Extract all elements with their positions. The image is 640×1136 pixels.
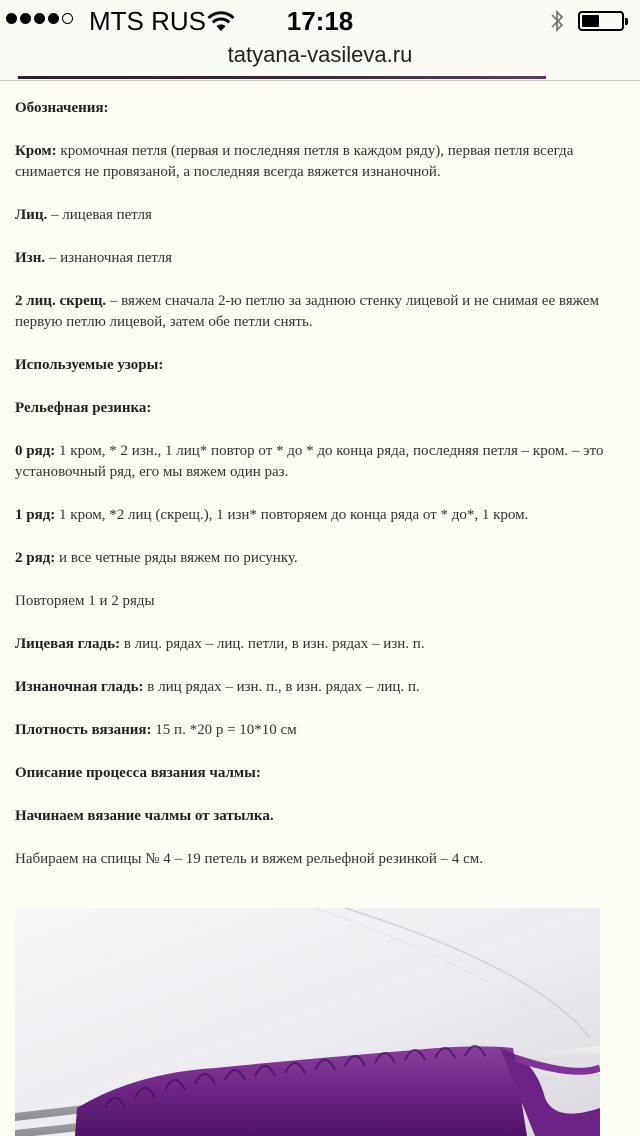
krom-definition: Кром: кромочная петля (первая и последняя петля в каждом ряду), первая петля всегда снимается не провязаной, а последняя всегда вяжется изнаночной.	[15, 143, 574, 180]
knitting-photo[interactable]	[15, 908, 600, 1136]
izn-definition: Изн. – изнаночная петля	[15, 250, 173, 266]
rib-heading: Рельефная резинка:	[15, 400, 152, 416]
bluetooth-icon	[549, 9, 565, 38]
status-bar	[0, 0, 640, 40]
lits-definition: Лиц. – лицевая петля	[15, 207, 152, 223]
header-divider	[18, 76, 546, 79]
repeat-instruction: Повторяем 1 и 2 ряды	[15, 593, 155, 609]
row1-instruction: 1 ряд: 1 кром, *2 лиц (скрещ.), 1 изн* повторяем до конца ряда от * до*, 1 кром.	[15, 507, 529, 523]
row2-instruction: 2 ряд: и все четные ряды вяжем по рисунку.	[15, 550, 298, 566]
address-bar[interactable]	[0, 40, 640, 81]
legend-heading: Обозначения:	[15, 100, 109, 116]
gauge-definition: Плотность вязания: 15 п. *20 р = 10*10 см	[15, 722, 297, 738]
stockinette-definition: Лицевая гладь: в лиц. рядах – лиц. петли, в изн. рядах – изн. п.	[15, 636, 425, 652]
cast-on-instruction: Набираем на спицы № 4 – 19 петель и вяжем рельефной резинкой – 4 см.	[15, 851, 483, 867]
article-body	[15, 98, 627, 892]
reverse-stockinette-definition: Изнаночная гладь: в лиц рядах – изн. п., в изн. рядах – лиц. п.	[15, 679, 420, 695]
skresch-definition: 2 лиц. скрещ. – вяжем сначала 2-ю петлю за заднюю стенку лицевой и не снимая ее вяжем первую петлю лицевой, затем обе петли снять.	[15, 293, 599, 330]
process-heading: Описание процесса вязания чалмы:	[15, 765, 261, 781]
battery-level	[582, 15, 599, 27]
row0-instruction: 0 ряд: 1 кром, * 2 изн., 1 лиц* повтор от * до * до конца ряда, последняя петля – кром. – это установочный ряд, его мы вяжем один раз.	[15, 443, 604, 480]
clock-time: 17:18	[286, 6, 354, 36]
patterns-heading: Используемые узоры:	[15, 357, 164, 373]
knitting-illustration	[15, 908, 600, 1136]
start-heading: Начинаем вязание чалмы от затылка.	[15, 808, 274, 824]
carrier-name: MTS RUS	[89, 6, 206, 36]
url-text[interactable]: tatyana-vasileva.ru	[227, 42, 413, 67]
battery-icon	[578, 11, 624, 31]
